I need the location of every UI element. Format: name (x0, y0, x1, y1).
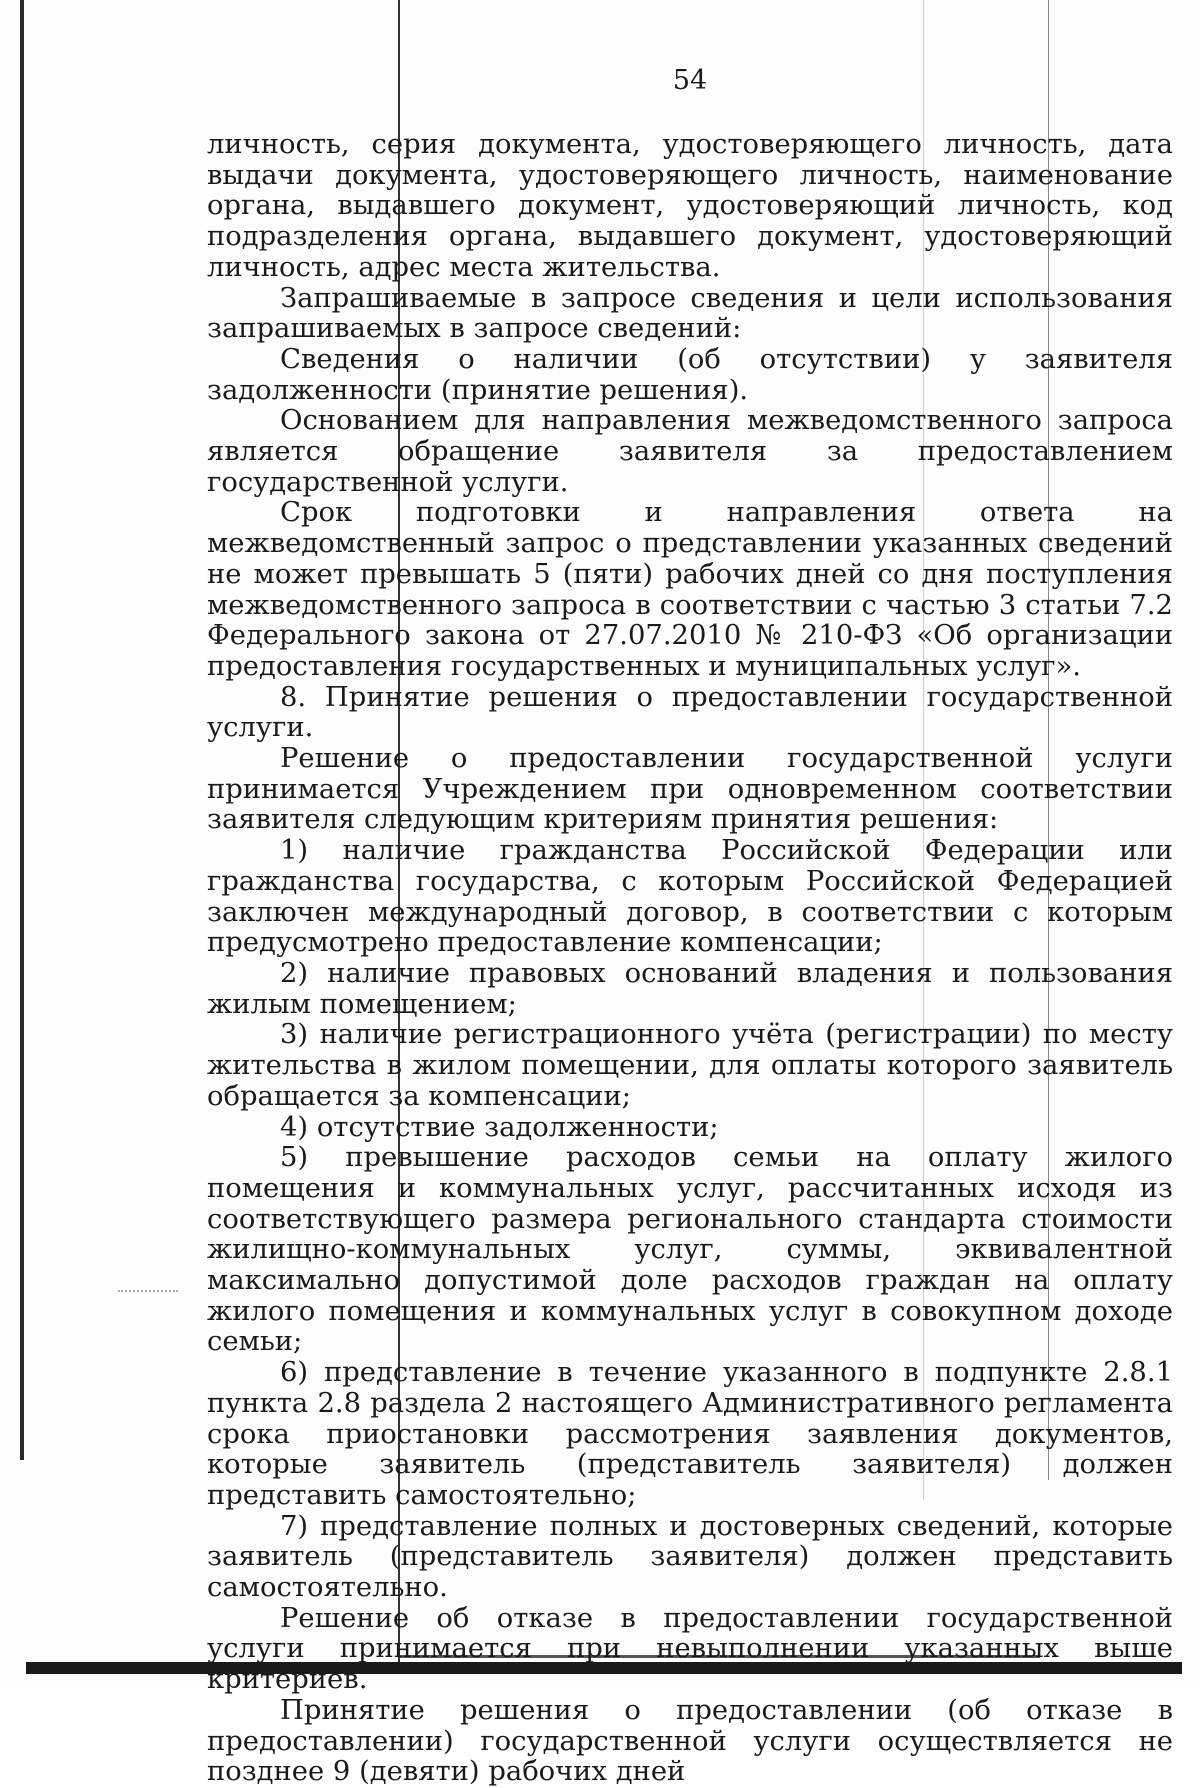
page-number: 54 (672, 65, 708, 96)
list-item: 7) представление полных и достоверных сведений, которые заявитель (представитель заявителя) должен представить самостоятельно. (207, 1510, 1173, 1604)
paragraph: Запрашиваемые в запросе сведения и цели использования запрашиваемых в запросе сведений: (207, 282, 1173, 345)
scan-artifact-left-bar (20, 0, 24, 1460)
list-item: 3) наличие регистрационного учёта (регистрации) по месту жительства в жилом помещении, для оплаты которого заявитель обращается за компенсации; (207, 1019, 1173, 1112)
paragraph: Решение о предоставлении государственной услуги принимается Учреждением при одновременном соответствии заявителя следующим критериям принятия решения: (207, 743, 1173, 836)
paragraph: Основанием для направления межведомственного запроса является обращение заявителя за предоставлением государственной услуги. (207, 405, 1173, 498)
list-item: 1) наличие гражданства Российской Федерации или гражданства государства, с которым Российской Федерацией заключен международный договор, в соответствии с которым предусмотрено предоставление компенсации; (207, 835, 1173, 959)
list-item: 4) отсутствие задолженности; (280, 1111, 719, 1143)
paragraph: личность, серия документа, удостоверяющего личность, дата выдачи документа, удостоверяющего личность, наименование органа, выдавшего документ, удостоверяющий личность, код подразделения органа, выдавшего документ, удостоверяющий личность, адрес места жительства. (207, 129, 1173, 283)
list-item: 6) представление в течение указанного в подпункте 2.8.1 пункта 2.8 раздела 2 настоящего Административного регламента срока приостановки рассмотрения заявления документов, которые заявитель (представитель заявителя) должен представить самостоятельно; (207, 1357, 1173, 1511)
scan-artifact-dots (118, 1290, 178, 1298)
document-body (207, 130, 1173, 1788)
list-item: 5) превышение расходов семьи на оплату жилого помещения и коммунальных услуг, рассчитанных исходя из соответствующего размера регионального стандарта стоимости жилищно-коммунальных услуг, суммы, эквивалентной максимально допустимой доле расходов граждан на оплату жилого помещения и коммунальных услуг в совокупном доходе семьи; (207, 1142, 1173, 1358)
paragraph: Решение об отказе в предоставлении государственной услуги принимается при невыполнении указанных выше критериев. (207, 1602, 1173, 1696)
paragraph: Принятие решения о предоставлении (об отказе в предоставлении) государственной услуги осуществляется не позднее 9 (девяти) рабочих дней (207, 1694, 1173, 1788)
paragraph: Срок подготовки и направления ответа на межведомственный запрос о представлении указанных сведений не может превышать 5 (пяти) рабочих дней со дня поступления межведомственного запроса в соответствии с частью 3 статьи 7.2 Федерального закона от 27.07.2010 № 210-ФЗ «Об организации предоставления государственных и муниципальных услуг». (207, 497, 1173, 682)
paragraph: Сведения о наличии (об отсутствии) у заявителя задолженности (принятие решения). (207, 343, 1173, 406)
list-item: 2) наличие правовых оснований владения и пользования жилым помещением; (207, 957, 1173, 1020)
section-heading: 8. Принятие решения о предоставлении государственной услуги. (207, 681, 1173, 744)
